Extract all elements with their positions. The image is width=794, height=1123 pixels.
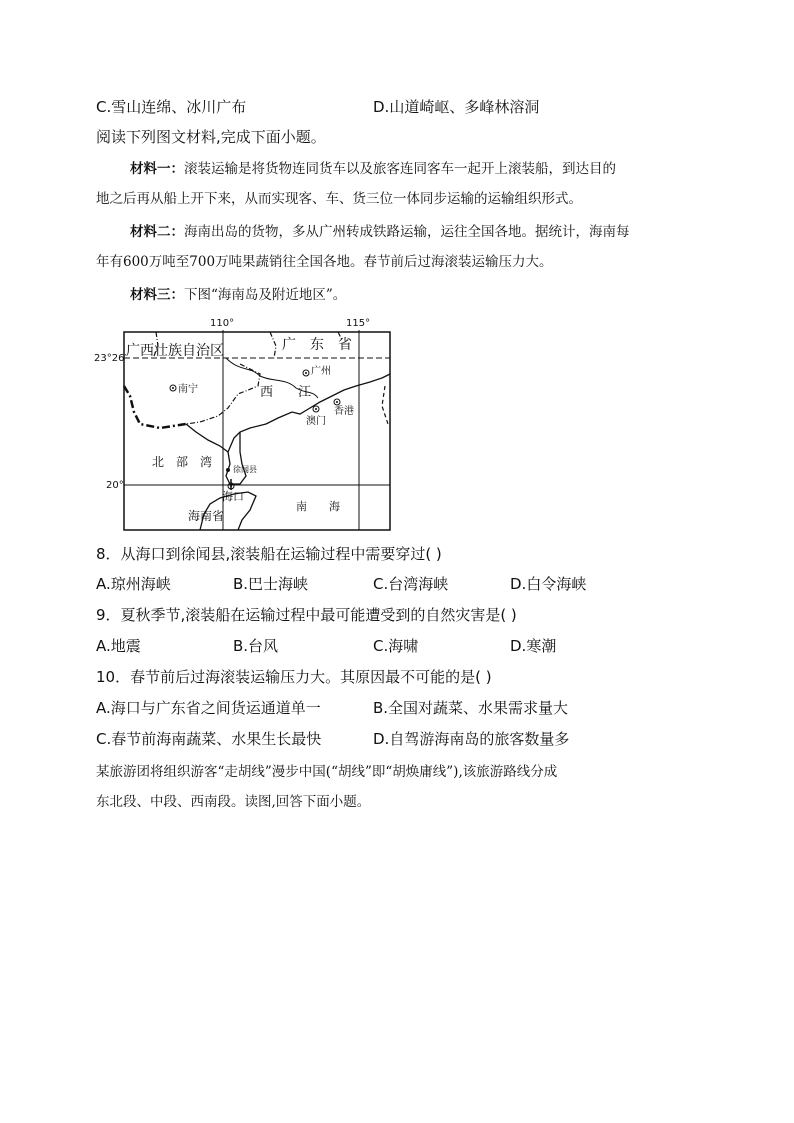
map-frame [124, 332, 390, 530]
label-xuwen: 徐闻县 [233, 465, 257, 474]
material2-label: 材料二： [130, 224, 184, 240]
next-intro-line2: 东北段、中段、西南段。读图,回答下面小题。 [96, 794, 371, 810]
next-intro-line1: 某旅游团将组织游客“走胡线”漫步中国(“胡线”即“胡焕庸线”),该旅游路线分成 [96, 764, 558, 780]
city-xianggang-marker [334, 399, 340, 405]
material3-label: 材料三： [130, 287, 184, 303]
label-guangdong: 广 东 省 [282, 337, 352, 353]
option-c-prev: C.雪山连绵、冰川广布 [96, 98, 247, 116]
reading-instruction: 阅读下列图文材料,完成下面小题。 [96, 128, 326, 146]
material2-text1: 海南出岛的货物，多从广州转成铁路运输，运往全国各地。据统计，海南每 [184, 224, 630, 240]
material1-label: 材料一： [130, 161, 184, 177]
national-border [124, 386, 186, 428]
q8-option-b: B.巴士海峡 [233, 575, 309, 593]
q8-option-c: C.台湾海峡 [373, 575, 449, 593]
label-aomen: 澳门 [306, 416, 326, 427]
label-guangzhou: 广州 [311, 366, 331, 377]
q8-option-d: D.白令海峡 [510, 575, 587, 593]
q8-option-a: A.琼州海峡 [96, 575, 171, 593]
label-nanhai: 南 海 [296, 500, 340, 513]
label-xijiang-xi: 西 [260, 385, 274, 400]
q9-option-d: D.寒潮 [510, 637, 557, 655]
q9-option-a: A.地震 [96, 637, 141, 655]
city-aomen-marker [313, 406, 319, 412]
fujian-border [382, 386, 388, 424]
material2-line1 [130, 222, 630, 242]
hainan-region-map [94, 316, 400, 534]
city-xuwen-marker [226, 468, 230, 472]
option-d-prev: D.山道崎岖、多峰林溶洞 [373, 98, 540, 116]
city-nanning-marker [170, 385, 176, 391]
material3-text: 下图“海南岛及附近地区”。 [184, 287, 347, 303]
material1-line1 [130, 159, 616, 179]
label-lon-110: 110° [210, 318, 235, 329]
label-haikou: 海口 [222, 490, 244, 503]
q10-option-a: A.海口与广东省之间货运通道单一 [96, 699, 321, 717]
question-10-stem: 10．春节前后过海滚装运输压力大。其原因最不可能的是( ) [96, 668, 492, 686]
label-nanning: 南宁 [178, 384, 198, 395]
material1-line2: 地之后再从船上开下来，从而实现客、车、货三位一体同步运输的运输组织形式。 [96, 191, 582, 207]
label-beibuwan: 北 部 湾 [152, 455, 213, 469]
city-guangzhou-marker [303, 370, 309, 376]
q10-option-b: B.全国对蔬菜、水果需求量大 [373, 699, 569, 717]
label-xijiang-jiang: 江 [298, 385, 312, 400]
q10-option-d: D.自驾游海南岛的旅客数量多 [373, 730, 570, 748]
q9-option-c: C.海啸 [373, 637, 419, 655]
leizhou-peninsula [226, 432, 246, 484]
label-lat-20: 20° [106, 480, 124, 491]
q9-option-b: B.台风 [233, 637, 279, 655]
question-8-stem: 8．从海口到徐闻县,滚装船在运输过程中需要穿过( ) [96, 545, 442, 563]
material3-line [130, 285, 346, 305]
label-hainan: 海南省 [188, 509, 225, 523]
label-guangxi: 广西壮族自治区 [126, 343, 224, 359]
question-9-stem: 9．夏秋季节,滚装船在运输过程中最可能遭受到的自然灾害是( ) [96, 606, 517, 624]
label-lon-115: 115° [346, 318, 371, 329]
label-xianggang: 香港 [334, 406, 354, 417]
material1-text1: 滚装运输是将货物连同货车以及旅客连同客车一起开上滚装船，到达目的 [184, 161, 616, 177]
q10-option-c: C.春节前海南蔬菜、水果生长最快 [96, 730, 322, 748]
label-lat-2326: 23°26′ [94, 353, 127, 364]
material2-line2: 年有600万吨至700万吨果蔬销往全国各地。春节前后过海滚装运输压力大。 [96, 254, 553, 270]
